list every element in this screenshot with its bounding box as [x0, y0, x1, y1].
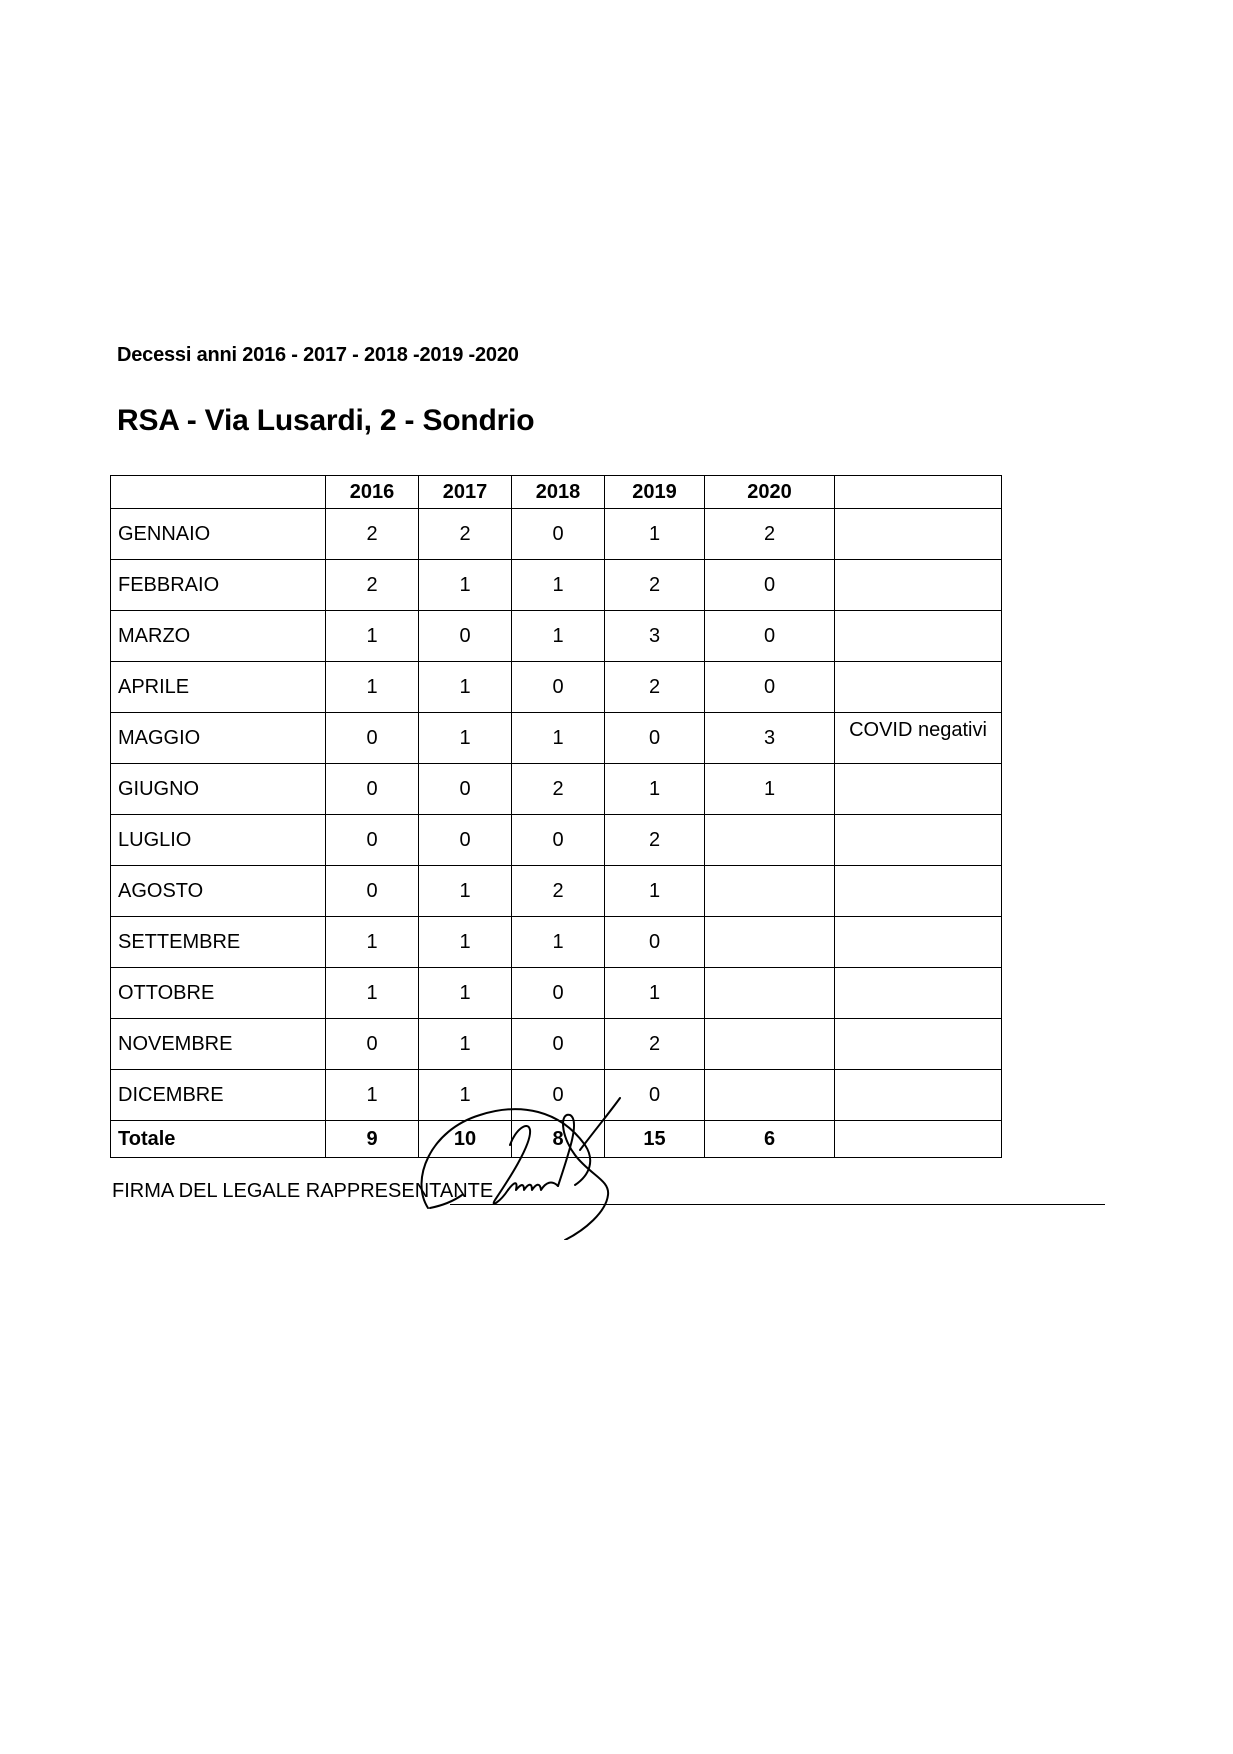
- value-cell: 0: [512, 968, 605, 1019]
- month-cell: FEBBRAIO: [111, 560, 326, 611]
- total-value-cell: 8: [512, 1121, 605, 1158]
- month-cell: APRILE: [111, 662, 326, 713]
- note-cell: [835, 1070, 1002, 1121]
- handwritten-signature: [410, 1090, 670, 1240]
- value-cell: 0: [512, 662, 605, 713]
- total-value-cell: 10: [419, 1121, 512, 1158]
- month-cell: MAGGIO: [111, 713, 326, 764]
- table-row: [111, 1019, 1002, 1070]
- value-cell: 2: [326, 560, 419, 611]
- value-cell: 0: [512, 509, 605, 560]
- header-cell-year: 2017: [419, 476, 512, 509]
- table-row: [111, 815, 1002, 866]
- note-cell: [835, 662, 1002, 713]
- value-cell: [705, 815, 835, 866]
- value-cell: [705, 1070, 835, 1121]
- value-cell: 1: [419, 560, 512, 611]
- value-cell: 0: [326, 1019, 419, 1070]
- value-cell: [705, 968, 835, 1019]
- value-cell: 1: [326, 662, 419, 713]
- value-cell: 1: [419, 866, 512, 917]
- table-row: [111, 560, 1002, 611]
- month-cell: AGOSTO: [111, 866, 326, 917]
- header-cell-notes: [835, 476, 1002, 509]
- value-cell: 1: [419, 1070, 512, 1121]
- table-row: [111, 611, 1002, 662]
- note-cell: [835, 1019, 1002, 1070]
- value-cell: [705, 1019, 835, 1070]
- value-cell: 1: [512, 611, 605, 662]
- table-row: [111, 866, 1002, 917]
- value-cell: 3: [605, 611, 705, 662]
- note-cell: [835, 968, 1002, 1019]
- value-cell: 2: [512, 866, 605, 917]
- value-cell: 1: [326, 1070, 419, 1121]
- value-cell: [705, 866, 835, 917]
- value-cell: 2: [705, 509, 835, 560]
- value-cell: 2: [326, 509, 419, 560]
- total-value-cell: 9: [326, 1121, 419, 1158]
- value-cell: 2: [512, 764, 605, 815]
- value-cell: 1: [419, 662, 512, 713]
- value-cell: 0: [419, 611, 512, 662]
- month-cell: OTTOBRE: [111, 968, 326, 1019]
- value-cell: 2: [605, 560, 705, 611]
- table-header: [111, 476, 1002, 509]
- month-cell: MARZO: [111, 611, 326, 662]
- signature-label: FIRMA DEL LEGALE RAPPRESENTANTE: [112, 1180, 494, 1202]
- value-cell: 1: [605, 509, 705, 560]
- header-cell-year: 2018: [512, 476, 605, 509]
- value-cell: 0: [512, 1070, 605, 1121]
- value-cell: 1: [326, 968, 419, 1019]
- header-row: [111, 476, 1002, 509]
- total-value-cell: 15: [605, 1121, 705, 1158]
- month-cell: GENNAIO: [111, 509, 326, 560]
- note-cell: [835, 866, 1002, 917]
- value-cell: 0: [705, 611, 835, 662]
- value-cell: 0: [419, 815, 512, 866]
- header-cell-year: 2019: [605, 476, 705, 509]
- value-cell: 1: [512, 713, 605, 764]
- note-cell: [835, 815, 1002, 866]
- month-cell: DICEMBRE: [111, 1070, 326, 1121]
- header-cell-year: 2016: [326, 476, 419, 509]
- value-cell: 0: [326, 713, 419, 764]
- total-label: Totale: [111, 1121, 326, 1158]
- value-cell: 3: [705, 713, 835, 764]
- table-body: [111, 509, 1002, 1158]
- value-cell: 1: [512, 917, 605, 968]
- value-cell: 2: [605, 815, 705, 866]
- value-cell: 0: [419, 764, 512, 815]
- note-cell: [835, 917, 1002, 968]
- value-cell: 1: [605, 968, 705, 1019]
- table-row: [111, 662, 1002, 713]
- value-cell: 1: [326, 917, 419, 968]
- table-row: [111, 968, 1002, 1019]
- value-cell: 1: [419, 917, 512, 968]
- month-cell: GIUGNO: [111, 764, 326, 815]
- total-value-cell: 6: [705, 1121, 835, 1158]
- value-cell: 2: [605, 662, 705, 713]
- value-cell: 2: [419, 509, 512, 560]
- table-row: [111, 917, 1002, 968]
- month-cell: NOVEMBRE: [111, 1019, 326, 1070]
- value-cell: 1: [419, 1019, 512, 1070]
- value-cell: 0: [326, 815, 419, 866]
- header-cell-empty: [111, 476, 326, 509]
- table-row: [111, 713, 1002, 764]
- value-cell: 1: [326, 611, 419, 662]
- note-cell: [835, 611, 1002, 662]
- value-cell: 0: [605, 917, 705, 968]
- value-cell: 1: [705, 764, 835, 815]
- value-cell: 1: [605, 866, 705, 917]
- document-subtitle: Decessi anni 2016 - 2017 - 2018 -2019 -2020: [117, 344, 519, 366]
- note-cell: [835, 560, 1002, 611]
- value-cell: [705, 917, 835, 968]
- note-cell: COVID negativi: [835, 713, 1002, 764]
- header-cell-year: 2020: [705, 476, 835, 509]
- month-cell: LUGLIO: [111, 815, 326, 866]
- value-cell: 0: [605, 713, 705, 764]
- value-cell: 1: [605, 764, 705, 815]
- value-cell: 0: [705, 662, 835, 713]
- month-cell: SETTEMBRE: [111, 917, 326, 968]
- value-cell: 0: [705, 560, 835, 611]
- value-cell: 0: [512, 815, 605, 866]
- note-cell: [835, 764, 1002, 815]
- value-cell: 0: [326, 866, 419, 917]
- value-cell: 0: [605, 1070, 705, 1121]
- value-cell: 0: [512, 1019, 605, 1070]
- deaths-table: [110, 475, 1002, 1158]
- value-cell: 0: [326, 764, 419, 815]
- table-row: [111, 509, 1002, 560]
- value-cell: 1: [512, 560, 605, 611]
- value-cell: 1: [419, 968, 512, 1019]
- note-cell: [835, 1121, 1002, 1158]
- value-cell: 2: [605, 1019, 705, 1070]
- note-cell: [835, 509, 1002, 560]
- document-title: RSA - Via Lusardi, 2 - Sondrio: [117, 404, 535, 437]
- value-cell: 1: [419, 713, 512, 764]
- table-row: [111, 764, 1002, 815]
